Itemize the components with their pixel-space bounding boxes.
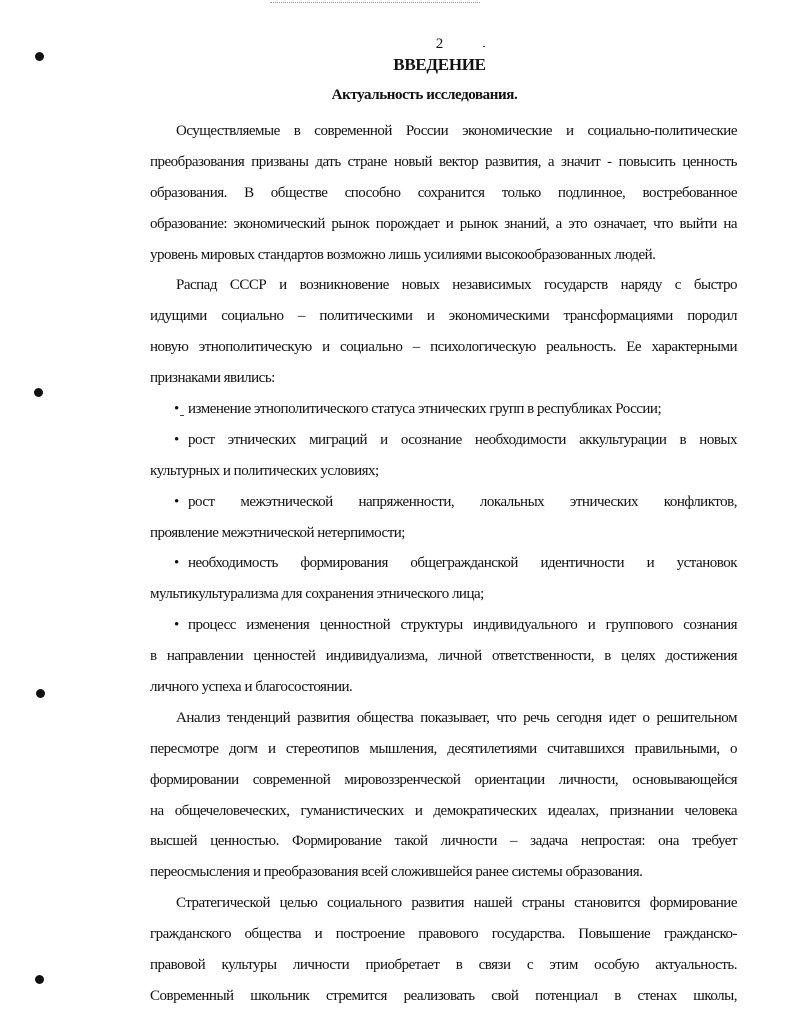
- paragraph: [150, 888, 737, 1012]
- text-line: Анализ тенденций развития общества показывает, что речь сегодня идет о решительном: [176, 709, 737, 726]
- page-number: 2: [435, 36, 444, 52]
- bullet-icon: •: [174, 617, 179, 634]
- list-item-continuation: личного успеха и благосостоянии.: [150, 679, 353, 696]
- list-item-text: процесс изменения ценностной структуры индивидуального и группового сознания: [188, 617, 737, 634]
- list-item-text: рост межэтнической напряженности, локальных этнических конфликтов,: [188, 493, 737, 510]
- body-text: [150, 116, 737, 1012]
- binding-hole-mark: [36, 689, 45, 698]
- list-item: [150, 548, 737, 579]
- text-line: Распад СССР и возникновение новых независимых государств наряду с быстро: [176, 277, 737, 294]
- bullet-icon: •: [174, 555, 179, 572]
- list-item-continuation: проявление межэтнической нетерпимости;: [150, 524, 405, 541]
- paragraph: [150, 116, 737, 270]
- list-item-text: рост этнических миграций и осознание необходимости аккультурации в новых: [188, 431, 737, 448]
- top-edge-rule: [270, 2, 480, 3]
- section-subtitle: Актуальность исследования.: [331, 87, 518, 103]
- text-line: переосмысления и преобразования всей сложившейся ранее системы образования.: [150, 864, 643, 881]
- text-line: новую этнополитическую и социально – психологическую реальность. Ее характерными: [150, 339, 737, 356]
- list-item: [150, 610, 737, 641]
- text-line: формировании современной мировоззренческой ориентации личности, основывающейся: [150, 771, 737, 788]
- binding-hole-mark: [34, 388, 43, 397]
- list-item-continuation: культурных и политических условиях;: [150, 462, 379, 479]
- text-line: образование: экономический рынок порождает и рынок знаний, а это означает, что выйти на: [150, 215, 737, 232]
- list-item-text: изменение этнополитического статуса этнических групп в республиках России;: [188, 401, 662, 418]
- text-line: правовой культуры личности приобретает в связи с этим особую актуальность.: [150, 957, 737, 974]
- paragraph: [150, 270, 737, 394]
- bullet-list: [150, 394, 737, 703]
- text-line: на общечеловеческих, гуманистических и демократических идеалах, признании человека: [150, 802, 737, 819]
- list-item-continuation: мультикультурализма для сохранения этнического лица;: [150, 586, 484, 603]
- text-line: высшей ценностью. Формирование такой личности – задача непростая: она требует: [150, 833, 737, 850]
- text-line: преобразования призваны дать стране новый вектор развития, а значит - повысить ценность: [150, 153, 737, 170]
- text-line: уровень мировых стандартов возможно лишь усилиями высокообразованных людей.: [150, 246, 656, 263]
- section-title: ВВЕДЕНИЕ: [393, 55, 486, 74]
- text-line: пересмотре догм и стереотипов мышления, десятилетиями считавшихся правильными, о: [150, 740, 737, 757]
- list-item-text: необходимость формирования общегражданской идентичности и установок: [188, 555, 737, 572]
- bullet-icon: •: [174, 401, 179, 418]
- text-line: Современный школьник стремится реализовать свой потенциал в стенах школы,: [150, 987, 737, 1004]
- text-line: образования. В обществе способно сохранится только подлинное, востребованное: [150, 184, 737, 201]
- text-line: признаками явились:: [150, 370, 275, 387]
- text-line: гражданского общества и построение правового государства. Повышение гражданско-: [150, 926, 737, 943]
- text-line: идущими социально – политическими и экономическими трансформациями породил: [150, 308, 737, 325]
- list-item: [150, 394, 737, 425]
- paragraph: [150, 703, 737, 888]
- binding-hole-mark: [35, 975, 44, 984]
- list-item: [150, 425, 737, 456]
- bullet-icon: •: [174, 431, 179, 448]
- text-line: Осуществляемые в современной России экономические и социально-политические: [176, 123, 737, 139]
- text-line: Стратегической целью социального развития нашей страны становится формирование: [176, 895, 737, 912]
- list-item: [150, 487, 737, 518]
- list-item-continuation: в направлении ценностей индивидуализма, личной ответственности, в целях достижения: [150, 648, 737, 665]
- bullet-icon: •: [174, 493, 179, 510]
